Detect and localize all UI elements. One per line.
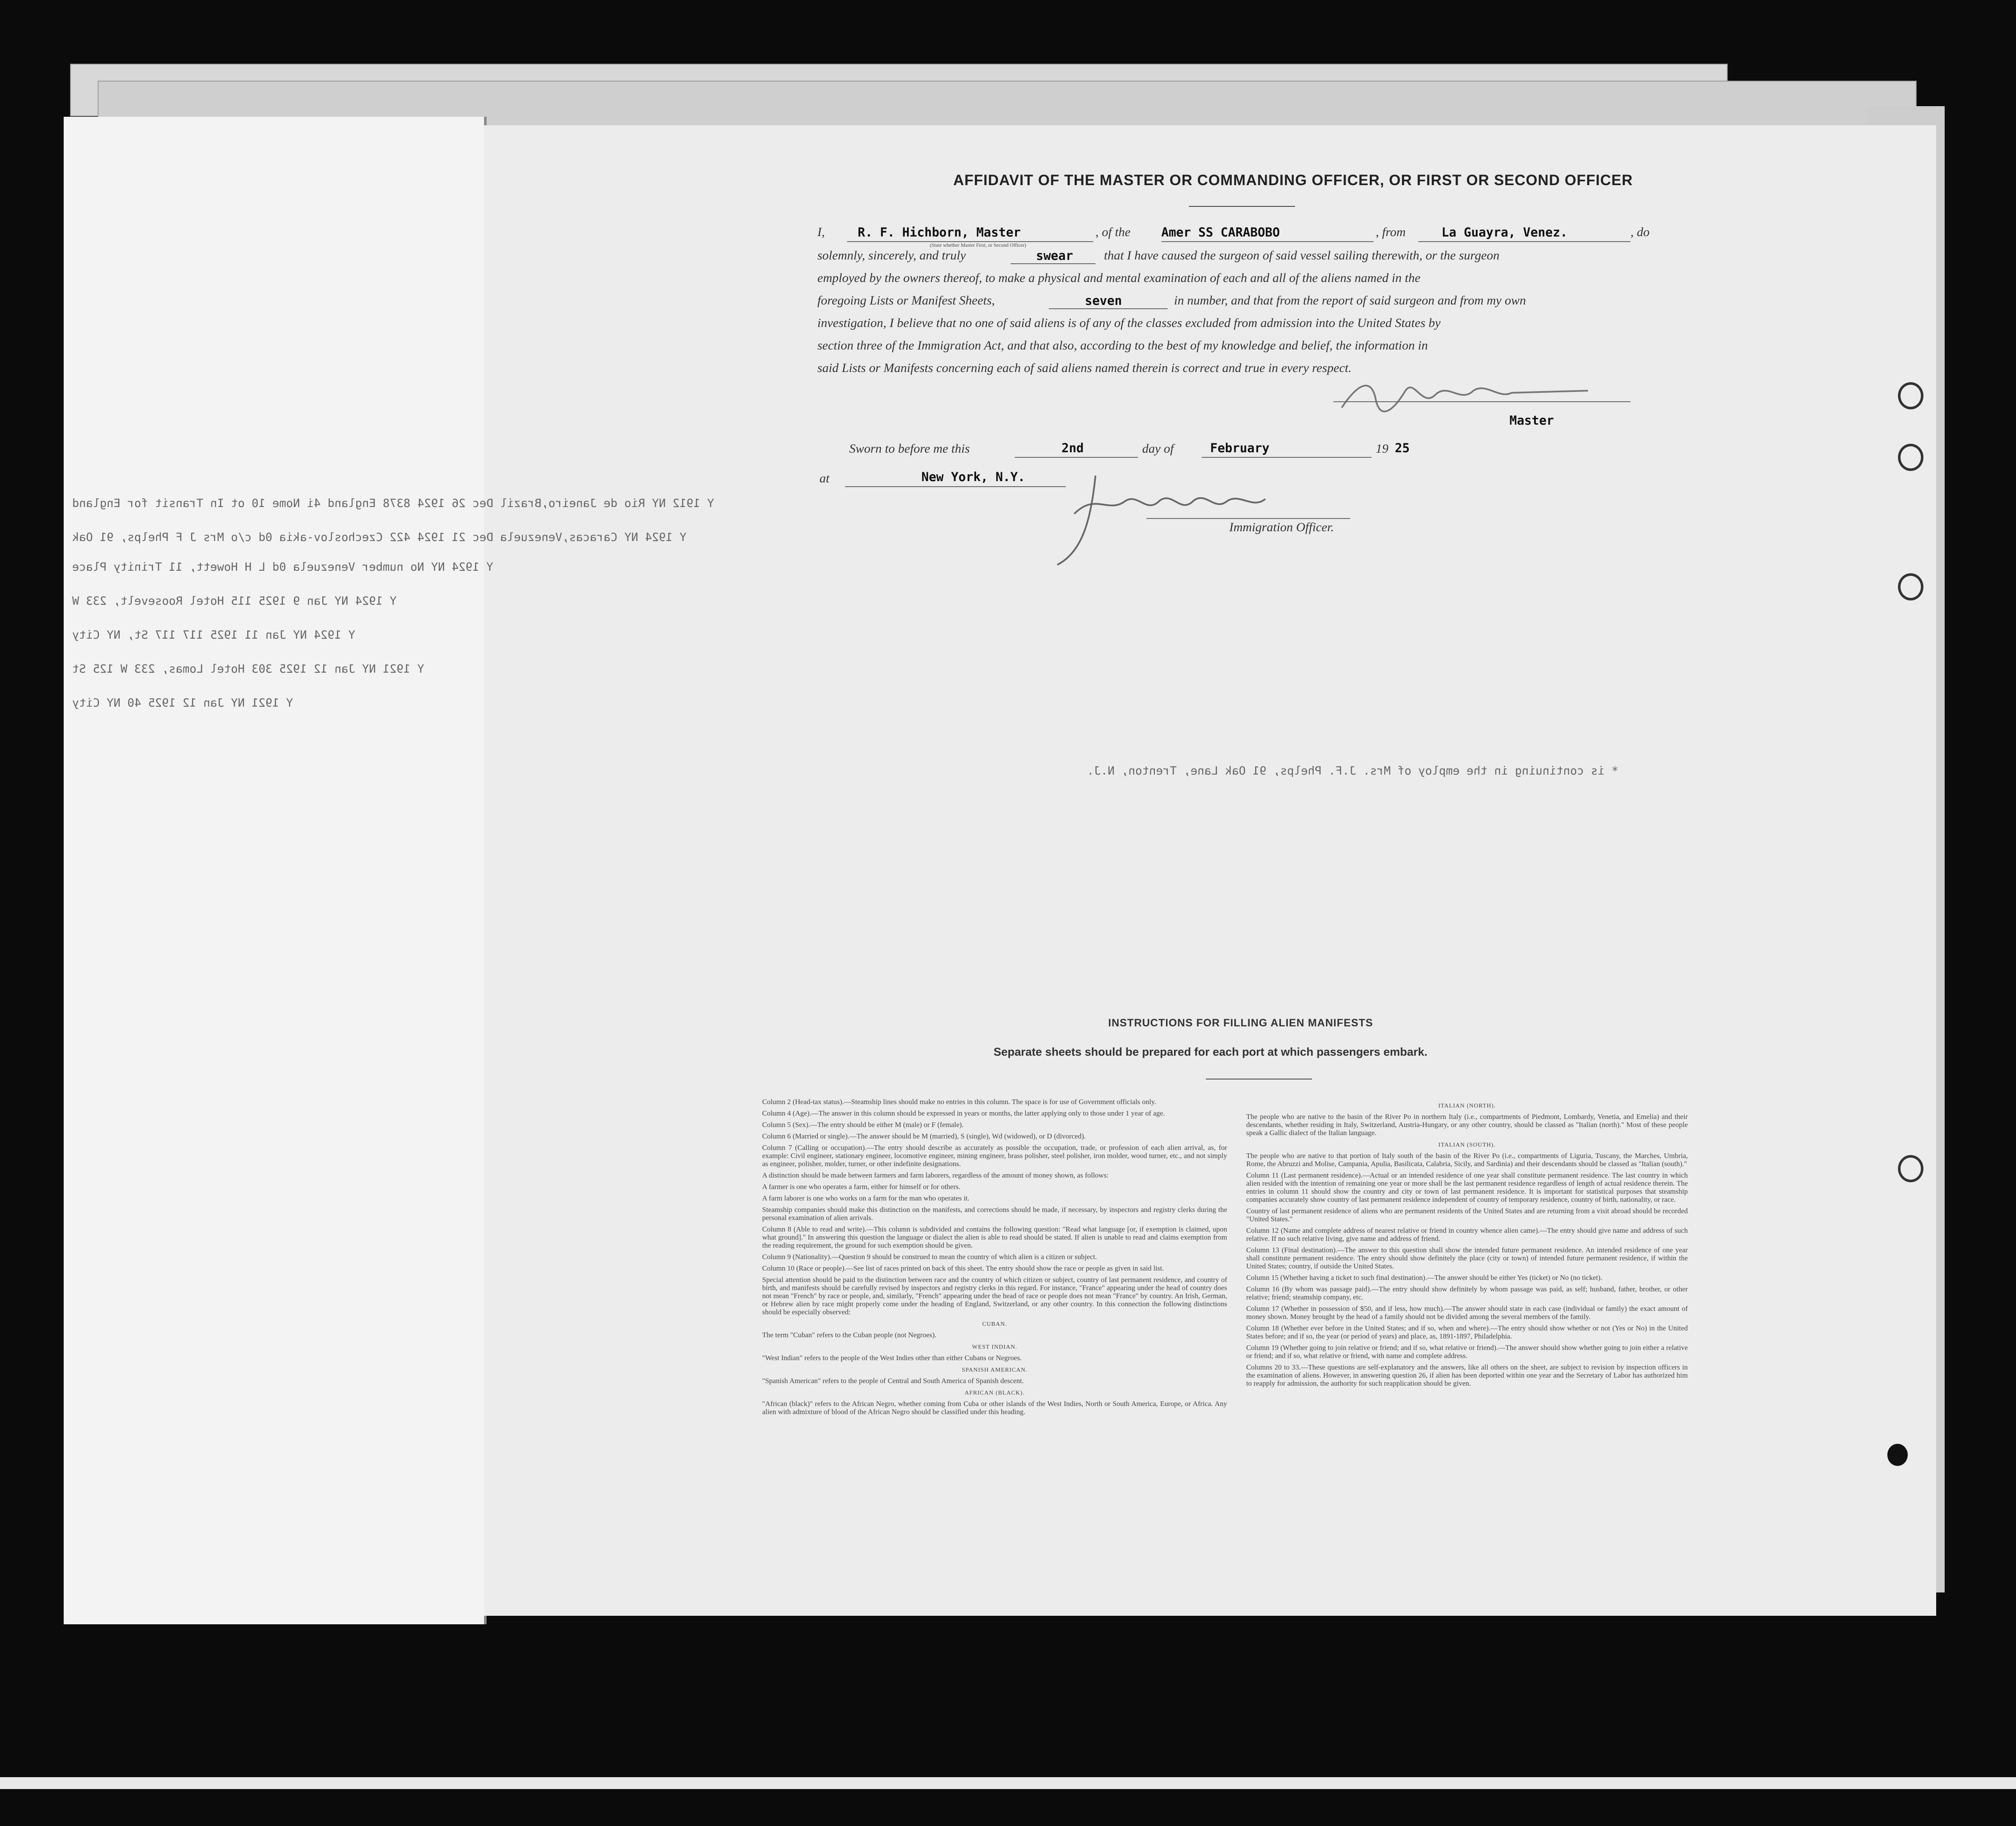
manifest-bleed-row: Y 1921 NY Jan 12 1925 40 NY City [72, 696, 293, 710]
departure-port: La Guayra, Venez. [1442, 225, 1568, 240]
underline [1418, 241, 1630, 242]
heading-rule [1189, 206, 1295, 207]
day-of-text: day of [1142, 442, 1174, 456]
manifest-bleed-row: Y 1912 NY Rio de Janeiro,Brazil Dec 26 1924 8378 England 4i Nome 10 ot In Transit for England [72, 497, 714, 510]
year-prefix: 19 [1376, 442, 1388, 456]
manifest-bleed-row: Y 1924 NY No number Venezuela 0d L H Howett, 11 Trinity Place [72, 561, 493, 574]
underline [1011, 263, 1095, 264]
underline [845, 486, 1066, 487]
section-head-african: AFRICAN (BLACK). [964, 1390, 1025, 1396]
master-signature [1333, 374, 1596, 420]
section-head-cuban: CUBAN. [982, 1321, 1007, 1327]
instruction-paragraph: Column 10 (Race or people).—See list of races printed on back of this sheet. The entry should show the race or people as given in said list. [762, 1264, 1164, 1272]
affidavit-line-2-post: that I have caused the surgeon of said vessel sailing therewith, or the surgeon [1104, 248, 1500, 262]
instruction-paragraph: Steamship companies should make this distinction on the manifests, and corrections should be made, if necessary, by inspectors and registry clerks during the personal examination of alien arrivals. [762, 1206, 1227, 1222]
signature-line [1333, 401, 1630, 402]
sworn-pre: Sworn to before me this [849, 442, 970, 456]
affidavit-pronoun: I, [817, 225, 825, 239]
year-suffix: 25 [1395, 441, 1410, 455]
instruction-paragraph: Column 4 (Age).—The answer in this column should be expressed in years or months, the latter applying only to those under 1 year of age. [762, 1109, 1165, 1117]
instruction-paragraph: The people who are native to that portion of Italy south of the basin of the River Po (i.e., compartments of Liguria, Tuscany, the Marches, Umbria, Rome, the Abruzzi and Molise, Campania, Apulia, Basilicata, Calabria, Sicily, and Sardinia) and their descendants should be classed as "Italian (south)." [1246, 1152, 1688, 1168]
signer-title: Master [1509, 413, 1554, 428]
affidavit-heading: AFFIDAVIT OF THE MASTER OR COMMANDING OFFICER, OR FIRST OR SECOND OFFICER [953, 172, 1633, 189]
instruction-paragraph: Column 5 (Sex).—The entry should be either M (male) or F (female). [762, 1121, 964, 1129]
binder-hole [1898, 1155, 1923, 1182]
sworn-place: New York, N.Y. [921, 470, 1025, 484]
underline [1202, 457, 1371, 458]
manifest-bleed-row: Y 1924 NY Jan 11 1925 117 117 St, NY City [72, 628, 355, 642]
binder-hole [1898, 444, 1923, 471]
instruction-paragraph: "Spanish American" refers to the people of Central and South America of Spanish descent. [762, 1377, 1024, 1385]
instruction-paragraph: A distinction should be made between farmers and farm laborers, regardless of the amount of money shown, as follows: [762, 1171, 1109, 1179]
instruction-paragraph: The term "Cuban" refers to the Cuban people (not Negroes). [762, 1331, 937, 1339]
manifest-bleed-row: Y 1924 NY Jan 9 1925 115 Hotel Roosevelt, 233 W [72, 595, 397, 608]
instruction-paragraph: "West Indian" refers to the people of the West Indies other than either Cubans or Negroes. [762, 1354, 1022, 1362]
sheet-count: seven [1085, 293, 1122, 308]
instruction-paragraph: Country of last permanent residence of aliens who are permanent residents of the United States and are returning from a visit abroad should be recorded "United States." [1246, 1207, 1688, 1223]
manifest-bleed-note: * is continuing in the employ of Mrs. J.F. Phelps, 91 Oak Lane, Trenton, N.J. [1087, 764, 1619, 778]
instructions-right-column [1246, 1098, 1688, 1391]
instruction-paragraph: Column 16 (By whom was passage paid).—The entry should show definitely by whom passage was paid, as self; husband, father, brother, or other relative; friend; steamship company, etc. [1246, 1285, 1688, 1301]
affidavit-line-4-post: in number, and that from the report of said surgeon and from my own [1174, 293, 1526, 307]
instruction-paragraph: Column 17 (Whether in possession of $50, and if less, how much).—The answer should state in each case (individual or family) the exact amount of money shown. Money brought by the head of a family should not be divided among the several members of the family. [1246, 1305, 1688, 1321]
sworn-month: February [1210, 441, 1270, 455]
binder-hole [1887, 1444, 1908, 1466]
binder-hole [1898, 382, 1923, 409]
instruction-paragraph: "African (black)" refers to the African Negro, whether coming from Cuba or other islands of the West Indies, North or South America, Europe, or Africa. Any alien with admixture of blood of the African Negro should be classified under this heading. [762, 1400, 1227, 1416]
underline [1015, 457, 1138, 458]
at-text: at [819, 471, 830, 485]
underline [1161, 241, 1374, 242]
manifest-bleed-row: Y 1921 NY Jan 12 1925 303 Hotel Lomas, 233 W 125 St [72, 662, 425, 676]
instruction-paragraph: The people who are native to the basin of the River Po in northern Italy (i.e., compartments of Piedmont, Lombardy, Venetia, and Emelia) and their descendants, whether residing in Italy, Switzerland, Austria-Hungary, or any other country, should be classed as "Italian (north)." Most of these people speak a Gallic dialect of the Italian language. [1246, 1113, 1688, 1137]
of-text: , of the [1095, 225, 1131, 239]
instruction-paragraph: Column 9 (Nationality).—Question 9 should be construed to mean the country of which alien is a citizen or subject. [762, 1253, 1097, 1261]
affidavit-line-6: section three of the Immigration Act, and that also, according to the best of my knowledge and belief, the information in [817, 338, 1428, 352]
instruction-paragraph: Columns 20 to 33.—These questions are self-explanatory and the answers, like all others on the sheet, are subject to revision by inspection officers in the examination of aliens. However, in answering question 26, if alien has been deported within one year and the Secretary of Labor has authorized him to reapply for admission, the authority for such reapplication should be given. [1246, 1363, 1688, 1387]
left-page [64, 117, 487, 1624]
vessel-name: Amer SS CARABOBO [1161, 225, 1280, 240]
section-head-west-indian: WEST INDIAN. [972, 1344, 1017, 1350]
oath-word: swear [1036, 248, 1073, 263]
signature-line [1146, 518, 1350, 519]
instruction-paragraph: A farmer is one who operates a farm, either for himself or for others. [762, 1183, 960, 1191]
affidavit-line-3: employed by the owners thereof, to make a physical and mental examination of each and all of the aliens named in the [817, 271, 1421, 285]
instruction-paragraph: Column 19 (Whether going to join relative or friend; and if so, what relative or friend).—The answer should show whether going to join either a relative or friend; and if so, what relative or friend, with name and complete address. [1246, 1344, 1688, 1360]
from-text: , from [1376, 225, 1406, 239]
binder-hole [1898, 573, 1923, 600]
instruction-paragraph: Column 18 (Whether ever before in the United States; and if so, when and where).—The entry should show whether or not (Yes or No) in the United States before; and if so, the year (or period of years) and place, as, 1891-1897, Philadelphia. [1246, 1324, 1688, 1340]
section-head-spanish-american: SPANISH AMERICAN. [962, 1367, 1028, 1373]
sworn-day: 2nd [1061, 441, 1084, 455]
instruction-paragraph: Column 12 (Name and complete address of nearest relative or friend in country whence alien came).—The entry should give name and address of such relative. If no such relative living, give name and address of friend. [1246, 1226, 1688, 1243]
instruction-paragraph: Column 2 (Head-tax status).—Steamship lines should make no entries in this column. The space is for use of Government officials only. [762, 1098, 1156, 1106]
instruction-paragraph: Column 7 (Calling or occupation).—The entry should describe as accurately as possible the occupation, trade, or profession of each alien arrival, as, for example: Civil engineer, stationary engineer, locomotive engineer, mining engineer, brass polisher, steel polisher, iron molder, wood turner, etc., and not simply as engineer, polisher, molder, turner, or other indefinite designations. [762, 1144, 1227, 1168]
film-edge [0, 1777, 2016, 1789]
instructions-subtitle: Separate sheets should be prepared for each port at which passengers embark. [994, 1045, 1428, 1058]
officer-name: R. F. Hichborn, Master [858, 225, 1021, 240]
section-head-italian-north: ITALIAN (NORTH). [1438, 1103, 1496, 1109]
instruction-paragraph: A farm laborer is one who works on a farm for the man who operates it. [762, 1194, 970, 1202]
affidavit-line-4-pre: foregoing Lists or Manifest Sheets, [817, 293, 995, 307]
instructions-title: INSTRUCTIONS FOR FILLING ALIEN MANIFESTS [1108, 1017, 1373, 1029]
instruction-paragraph: Column 15 (Whether having a ticket to such final destination).—The answer should be either Yes (ticket) or No (no ticket). [1246, 1274, 1602, 1282]
manifest-bleed-row: Y 1924 NY Caracas,Venezuela Dec 21 1924 422 Czechoslov-akia 0d c/o Mrs J F Phelps, 91 Oak [72, 531, 687, 544]
instructions-left-column [762, 1098, 1227, 1419]
instruction-paragraph: Column 13 (Final destination).—The answer to this question shall show the intended future permanent residence. An intended residence of one year shall constitute permanent residence. The entry should show definitely the place (city or town) of intended future permanent residence, if within the United States; country, if outside the United States. [1246, 1246, 1688, 1270]
instruction-paragraph: Column 6 (Married or single).—The answer should be M (married), S (single), Wd (widowed), or D (divorced). [762, 1132, 1086, 1140]
do-text: , do [1630, 225, 1650, 239]
instruction-paragraph: Column 11 (Last permanent residence).—Actual or an intended residence of one year shall constitute permanent residence. The last country in which alien resided with the intention of remaining one year or more shall be the last permanent residence regardless of length of actual residence therein. The entries in column 11 should show the country and city or town of last permanent residence. It is important for statistical purposes that steamship companies accurately show country of last permanent residence independent of country of temporary residence, country of birth, nationality, or race. [1246, 1171, 1688, 1203]
underline [1049, 308, 1168, 309]
affidavit-line-5: investigation, I believe that no one of said aliens is of any of the classes excluded from admission into the United States by [817, 316, 1441, 330]
officer-title: Immigration Officer. [1229, 520, 1334, 534]
instruction-paragraph: Special attention should be paid to the distinction between race and the country of which citizen or subject, country of last permanent residence, and country of birth, and manifests should be carefully revised by inspectors and registry clerks in this regard. For instance, "France" appearing under the head of country does not mean "French" by race or people, and, similarly, "French" appearing under the head of race or people does not mean "France" by country. An Irish, German, or Hebrew alien by race might properly come under the heading of England, Switzerland, or any other country. In this connection the following distinctions should be especially observed: [762, 1276, 1227, 1316]
instruction-paragraph: Column 8 (Able to read and write).—This column is subdivided and contains the following question: "Read what language [or, if exemption is claimed, upon what ground]." In answering this question the language or dialect the alien is able to read should be stated. If alien is unable to read and claims exemption from the reading requirement, the ground for such exemption should be given. [762, 1225, 1227, 1249]
affidavit-line-2-pre: solemnly, sincerely, and truly [817, 248, 966, 262]
affidavit-line-7: said Lists or Manifests concerning each of said aliens named therein is correct and true in every respect. [817, 361, 1352, 375]
section-head-italian-south: ITALIAN (SOUTH). [1438, 1142, 1496, 1148]
officer-caption: (State whether Master First, or Second Officer) [930, 242, 1026, 248]
